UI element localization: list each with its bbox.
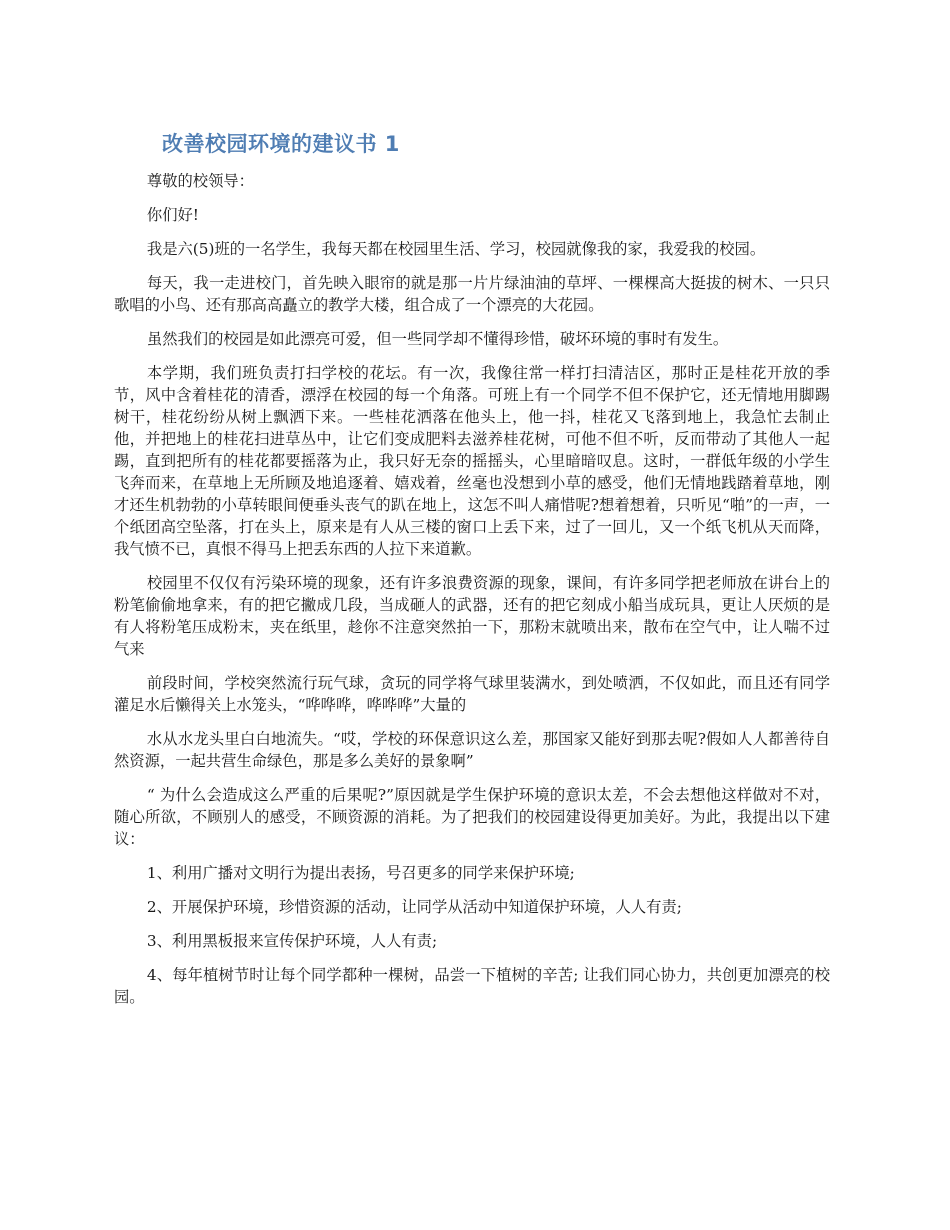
suggestion-item-2: 2、开展保护环境，珍惜资源的活动，让同学从活动中知道保护环境，人人有责; bbox=[146, 898, 682, 916]
paragraph-intro: 我是六(5)班的一名学生，我每天都在校园里生活、学习，校园就像我的家，我爱我的校园。 bbox=[146, 240, 766, 258]
greeting: 你们好! bbox=[146, 206, 199, 224]
paragraph-cause-analysis: “ 为什么会造成这么严重的后果呢?”原因就是学生保护环境的意识太差，不会去想他这样做对不对，随心所欲，不顾别人的感受，不顾资源的消耗。为了把我们的校园建设得更加美好。为此，我提出以下建议： bbox=[114, 786, 830, 848]
paragraph-campus-description: 每天，我一走进校门，首先映入眼帘的就是那一片片绿油油的草坪、一棵棵高大挺拔的树木、一只只歌唱的小鸟、还有那高高矗立的教学大楼，组合成了一个漂亮的大花园。 bbox=[114, 274, 830, 314]
suggestion-item-4: 4、每年植树节时让每个同学都种一棵树，品尝一下植树的辛苦; 让我们同心协力，共创更加漂亮的校园。 bbox=[114, 966, 830, 1006]
suggestion-item-1: 1、利用广播对文明行为提出表扬，号召更多的同学来保护环境; bbox=[146, 864, 575, 882]
paragraph-problem-statement: 虽然我们的校园是如此漂亮可爱，但一些同学却不懂得珍惜，破坏环境的事时有发生。 bbox=[146, 330, 729, 348]
suggestion-item-3: 3、利用黑板报来宣传保护环境，人人有责; bbox=[146, 932, 438, 950]
paragraph-osmanthus-story: 本学期，我们班负责打扫学校的花坛。有一次，我像往常一样打扫清洁区，那时正是桂花开放的季节，风中含着桂花的清香，漂浮在校园的每一个角落。可班上有一个同学不但不保护它，还无情地用脚踢树干，桂花纷纷从树上飘洒下来。一些桂花洒落在他头上，他一抖，桂花又飞落到地上，我急忙去制止他，并把地上的桂花扫进草丛中，让它们变成肥料去滋养桂花树，可他不但不听，反而带动了其他人一起踢，直到把所有的桂花都要摇落为止，我只好无奈的摇摇头，心里暗暗叹息。这时，一群低年级的小学生飞奔而来，在草地上无所顾及地追逐着、嬉戏着，丝毫也没想到小草的感受，他们无情地践踏着草地，刚才还生机勃勃的小草转眼间便垂头丧气的趴在地上，这怎不叫人痛惜呢?想着想着，只听见“啪”的一声，一个纸团高空坠落，打在头上，原来是有人从三楼的窗口上丢下来，过了一回儿，又一个纸飞机从天而降，我气愤不已，真恨不得马上把丢东西的人拉下来道歉。 bbox=[114, 364, 830, 558]
paragraph-chalk-waste: 校园里不仅仅有污染环境的现象，还有许多浪费资源的现象，课间，有许多同学把老师放在讲台上的粉笔偷偷地拿来，有的把它撇成几段，当成砸人的武器，还有的把它刻成小船当成玩具，更让人厌烦的是有人将粉笔压成粉末，夹在纸里，趁你不注意突然拍一下，那粉末就喷出来，散布在空气中，让人喘不过气来 bbox=[114, 574, 830, 658]
paragraph-water-balloons: 前段时间，学校突然流行玩气球，贪玩的同学将气球里装满水，到处喷洒，不仅如此，而且还有同学灌足水后懒得关上水笼头，“哗哗哗，哗哗哗”大量的 bbox=[114, 674, 830, 714]
salutation: 尊敬的校领导： bbox=[146, 172, 254, 190]
paragraph-water-waste: 水从水龙头里白白地流失。“哎，学校的环保意识这么差，那国家又能好到那去呢?假如人人都善待自然资源，一起共营生命绿色，那是多么美好的景象啊” bbox=[114, 730, 830, 770]
document-title: 改善校园环境的建议书 1 bbox=[162, 132, 400, 156]
document-body bbox=[114, 170, 830, 1020]
